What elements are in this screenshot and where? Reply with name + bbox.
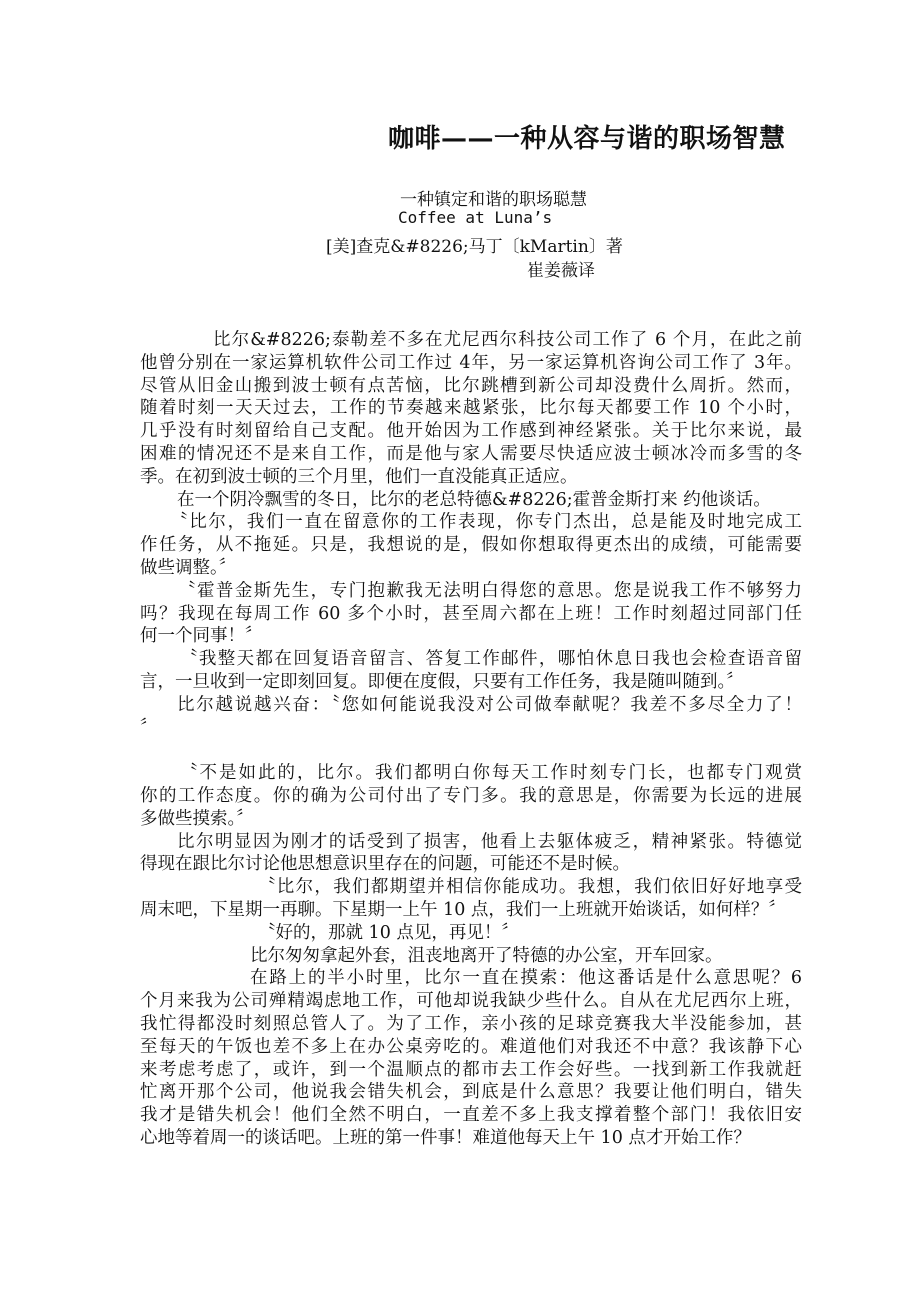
text-line: 〝霍普金斯先生，专门抱歉我无法明白得您的意思。您是说我工作不够努力: [178, 580, 802, 601]
paragraph: [140, 831, 802, 877]
text-line: 比尔明显因为刚才的话受到了损害，他看上去躯体疲乏，精神紧张。特德觉: [177, 831, 802, 852]
text-line: 几乎没有时刻留给自己支配。他开始因为工作感到神经紧张。关于比尔来说，最: [140, 421, 802, 442]
paragraph: [140, 648, 802, 694]
paragraph: [140, 762, 802, 830]
text-line: 在一个阴冷飘雪的冬日，比尔的老总特德&#8226;霍普金斯打来 约他谈话。: [177, 489, 771, 510]
text-line: 来考虑考虑了，或许，到一个温顺点的都市去工作会好些。一找到新工作我就赶: [140, 1059, 802, 1080]
text-line: 〝我整天都在回复语音留言、答复工作邮件，哪怕休息日我也会检查语音留: [180, 649, 802, 670]
text-line: 〝比尔，我们一直在留意你的工作表现，你专门杰出，总是能及时地完成工: [170, 512, 802, 533]
paragraph: [140, 945, 802, 968]
paragraph: [140, 694, 802, 740]
text-line: 心地等着周一的谈话吧。上班的第一件事！难道他每天上午 10 点才开始工作？: [140, 1127, 751, 1148]
text-line: 他曾分别在一家运算机软件公司工作过 4年，另一家运算机咨询公司工作了 3年。: [140, 352, 802, 373]
text-line: 多做些摸索。〞: [140, 808, 254, 829]
text-line: 尽管从旧金山搬到波士顿有点苦恼，比尔跳槽到新公司却没费什么周折。然而，: [140, 375, 802, 396]
text-line: 作任务，从不拖延。只是，我想说的是，假如你想取得更杰出的成绩，可能需要: [140, 535, 802, 556]
text-line: 比尔&#8226;泰勒差不多在尤尼西尔科技公司工作了 6 个月，在此之前: [213, 330, 802, 350]
subtitle: 一种镇定和谐的职场聪慧: [400, 190, 587, 210]
translator-line: 崔姜薇译: [527, 261, 595, 281]
text-line: 周末吧，下星期一再聊。下星期一上午 10 点，我们一上班就开始谈话，如何样？〞: [140, 899, 786, 920]
paragraph: [140, 922, 802, 945]
text-line: 季。在初到波士顿的三个月里，他们一直没能真正适应。: [140, 466, 578, 487]
text-line: 在路上的半小时里，比尔一直在摸索：他这番话是什么意思呢？6: [250, 968, 802, 989]
text-line: 忙离开那个公司，他说我会错失机会，到底是什么意思？我要让他们明白，错失: [140, 1082, 802, 1103]
text-line: 〝不是如此的，比尔。我们都明白你每天工作时刻专门长，也都专门观赏: [180, 763, 802, 784]
text-line: 言，一旦收到一定即刻回复。即便在度假，只要有工作任务，我是随叫随到。〞: [140, 671, 744, 692]
text-line: 比尔匆匆拿起外套，沮丧地离开了特德的办公室，开车回家。: [250, 945, 723, 966]
text-line: 个月来我为公司殚精竭虑地工作，可他却说我缺少些什么。自从在尤尼西尔上班，: [140, 991, 802, 1012]
text-line: 何一个同事！〞: [140, 626, 263, 647]
text-line: 随着时刻一天天过去，工作的节奏越来越紧张，比尔每天都要工作 10 个小时，: [140, 398, 802, 419]
english-title: Coffee at Luna’s: [398, 208, 553, 227]
article-body: [140, 329, 802, 1150]
text-line: 吗？我现在每周工作 60 多个小时，甚至周六都在上班！工作时刻超过同部门任: [140, 603, 802, 624]
text-line: 困难的情况还不是来自工作，而是他与家人需要尽快适应波士顿冰冷而多雪的冬: [140, 443, 802, 464]
text-line: 〝好的，那就 10 点见，再见！〞: [258, 922, 519, 943]
text-line: 我才是错失机会！他们全然不明白，一直差不多上我支撑着整个部门！我依旧安: [140, 1105, 802, 1126]
paragraph: [140, 511, 802, 579]
paragraph: [140, 489, 802, 512]
text-line: 我忙得都没时刻照总管人了。为了工作，亲小孩的足球竞赛我大半没能参加，甚: [140, 1013, 802, 1034]
text-line: 你的工作态度。你的确为公司付出了专门多。我的意思是，你需要为长远的进展: [140, 785, 802, 806]
text-line: 比尔越说越兴奋：〝您如何能说我没对公司做奉献呢？我差不多尽全力了！: [177, 694, 802, 715]
blank-line: [140, 739, 802, 762]
text-line: 得现在跟比尔讨论他思想意识里存在的问题，可能还不是时候。: [140, 854, 630, 875]
author-line: [美]查克&#8226;马丁〔kMartin〕著: [326, 237, 623, 257]
text-line: 做些调整。〞: [140, 557, 237, 578]
text-line: 〝比尔，我们都期望并相信你能成功。我想，我们依旧好好地享受: [258, 877, 802, 898]
text-line: 至每天的午饭也差不多上在办公桌旁吃的。难道他们对我还不中意？我该静下心: [140, 1036, 802, 1057]
paragraph: [140, 967, 802, 1149]
document-title: 咖啡——一种从容与谐的职场智慧: [388, 124, 786, 154]
paragraph: [140, 329, 802, 489]
text-line: 〞: [140, 717, 158, 738]
paragraph: [140, 876, 802, 922]
paragraph: [140, 580, 802, 648]
